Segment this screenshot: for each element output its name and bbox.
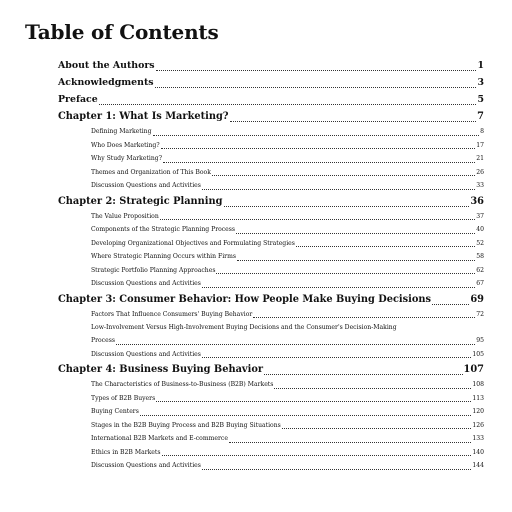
toc-section[interactable] (58, 277, 484, 291)
toc-section[interactable] (58, 179, 484, 193)
page-title: Table of Contents (25, 20, 219, 44)
toc-section[interactable] (58, 264, 484, 278)
toc-section[interactable] (58, 250, 484, 264)
toc-section[interactable] (58, 125, 484, 139)
toc-chapter-3[interactable] (58, 291, 484, 308)
toc-section-label: Discussion Questions and Activities (91, 462, 201, 469)
toc-section[interactable] (58, 378, 484, 392)
toc-entry-label: About the Authors (58, 60, 155, 71)
toc-section[interactable] (58, 223, 484, 237)
toc-section-label: Why Study Marketing? (91, 155, 162, 162)
toc-chapter-1[interactable] (58, 108, 484, 125)
dot-leader (153, 135, 480, 136)
toc-section[interactable] (58, 139, 484, 153)
toc-section-label: Developing Organizational Objectives and Formulating Strategies (91, 239, 295, 247)
toc-chapter-label: Chapter 3: Consumer Behavior: How People Make Buying Decisions (58, 293, 432, 305)
toc-section-page: 17 (476, 141, 484, 149)
dot-leader (224, 206, 470, 207)
dot-leader (274, 388, 471, 389)
toc-section-wrapped-line[interactable] (58, 321, 484, 334)
dot-leader (202, 189, 475, 190)
dot-leader (296, 246, 475, 247)
toc-section-label: Components of the Strategic Planning Process (91, 226, 236, 233)
toc-section[interactable] (58, 446, 484, 460)
toc-section[interactable] (58, 392, 484, 406)
toc-section[interactable] (58, 166, 484, 180)
toc-section-label: Discussion Questions and Activities (91, 280, 201, 287)
dot-leader (253, 317, 475, 318)
dot-leader (99, 104, 477, 105)
toc-section-label: Defining Marketing (91, 128, 152, 135)
toc-chapter-page: 107 (463, 364, 484, 375)
dot-leader (202, 357, 471, 358)
toc-section-label: Who Does Marketing? (91, 141, 160, 149)
toc-section-page: 113 (472, 394, 484, 402)
toc-section-page: 105 (472, 350, 484, 358)
toc-section[interactable] (58, 152, 484, 166)
dot-leader (237, 260, 475, 261)
toc-section-label: Stages in the B2B Buying Process and B2B Buying Situations (91, 421, 281, 429)
toc-section-page: 62 (476, 266, 484, 274)
toc-entry-acknowledgments[interactable] (58, 74, 484, 91)
toc-section[interactable] (58, 432, 484, 446)
toc-chapter-4[interactable] (58, 361, 484, 378)
dot-leader (432, 304, 469, 305)
toc-section-page: 95 (476, 337, 484, 344)
toc-section-label: Where Strategic Planning Occurs within Firms (91, 253, 236, 260)
dot-leader (282, 428, 472, 429)
toc-section[interactable] (58, 459, 484, 473)
toc-section-page: 37 (476, 212, 484, 220)
toc-section-label: Themes and Organization of This Book (91, 168, 211, 176)
toc-entry-about-authors[interactable] (58, 57, 484, 74)
dot-leader (156, 401, 471, 402)
toc-chapter-label: Chapter 2: Strategic Planning (58, 195, 223, 207)
toc-section[interactable] (58, 237, 484, 251)
toc-section[interactable] (58, 419, 484, 433)
toc-section[interactable] (58, 348, 484, 362)
toc-section-label: Low-Involvement Versus High-Involvement Buying Decisions and the Consumer's Decision-Making (91, 324, 397, 331)
toc-chapter-page: 7 (477, 111, 484, 122)
toc-section-label: Strategic Portfolio Planning Approaches (91, 266, 216, 274)
toc-section-page: 40 (476, 226, 484, 233)
toc-section-label: The Characteristics of Business-to-Business (B2B) Markets (91, 381, 274, 388)
dot-leader (161, 148, 476, 149)
toc-section-page: 126 (472, 421, 484, 429)
toc-entry-page: 3 (477, 77, 484, 88)
toc-entry-page: 1 (477, 60, 484, 71)
dot-leader (163, 162, 475, 163)
toc-chapter-label: Chapter 4: Business Buying Behavior (58, 364, 264, 375)
toc-section-label: Buying Centers (91, 408, 139, 415)
toc-section-label: Types of B2B Buyers (91, 394, 156, 402)
toc-section-label: Factors That Influence Consumers' Buying Behavior (91, 310, 253, 318)
dot-leader (236, 233, 475, 234)
toc-chapter-page: 36 (470, 195, 484, 207)
dot-leader (229, 442, 471, 443)
dot-leader (155, 87, 477, 88)
toc-section-label: Discussion Questions and Activities (91, 182, 201, 189)
toc-section[interactable] (58, 210, 484, 224)
dot-leader (160, 219, 475, 220)
toc-section-page: 120 (472, 408, 484, 415)
toc-entry-preface[interactable] (58, 91, 484, 108)
dot-leader (212, 175, 475, 176)
toc-section-page: 33 (476, 182, 484, 189)
toc-entry-page: 5 (477, 94, 484, 105)
toc-section-page: 21 (476, 155, 484, 162)
dot-leader (202, 469, 471, 470)
toc-section-page: 8 (480, 128, 484, 135)
toc-section[interactable] (58, 405, 484, 419)
dot-leader (162, 455, 472, 456)
toc-section-continued[interactable] (58, 334, 484, 348)
toc-chapter-label: Chapter 1: What Is Marketing? (58, 111, 229, 122)
dot-leader (230, 121, 477, 122)
dot-leader (216, 273, 475, 274)
toc-section-label: Ethics in B2B Markets (91, 448, 161, 456)
toc-section-label: Discussion Questions and Activities (91, 350, 201, 358)
toc-chapter-page: 69 (470, 293, 484, 305)
dot-leader (116, 344, 475, 345)
dot-leader (156, 70, 477, 71)
toc-section-page: 133 (472, 435, 484, 442)
toc-list (58, 57, 484, 473)
dot-leader (264, 374, 463, 375)
toc-section-page: 140 (472, 448, 484, 456)
toc-section-page: 52 (476, 239, 484, 247)
toc-section-page: 67 (476, 280, 484, 287)
toc-entry-label: Preface (58, 94, 98, 105)
toc-section-label-continued: Process (91, 337, 115, 344)
toc-section-label: International B2B Markets and E-commerce (91, 435, 228, 442)
toc-section-page: 108 (472, 381, 484, 388)
toc-entry-label: Acknowledgments (58, 77, 154, 88)
toc-section-page: 26 (476, 168, 484, 176)
toc-section-label: The Value Proposition (91, 212, 159, 220)
toc-chapter-2[interactable] (58, 193, 484, 210)
toc-section-page: 58 (476, 253, 484, 260)
toc-section-page: 144 (472, 462, 484, 469)
dot-leader (202, 287, 475, 288)
toc-section[interactable] (58, 308, 484, 322)
toc-section-page: 72 (476, 310, 484, 318)
dot-leader (140, 415, 472, 416)
